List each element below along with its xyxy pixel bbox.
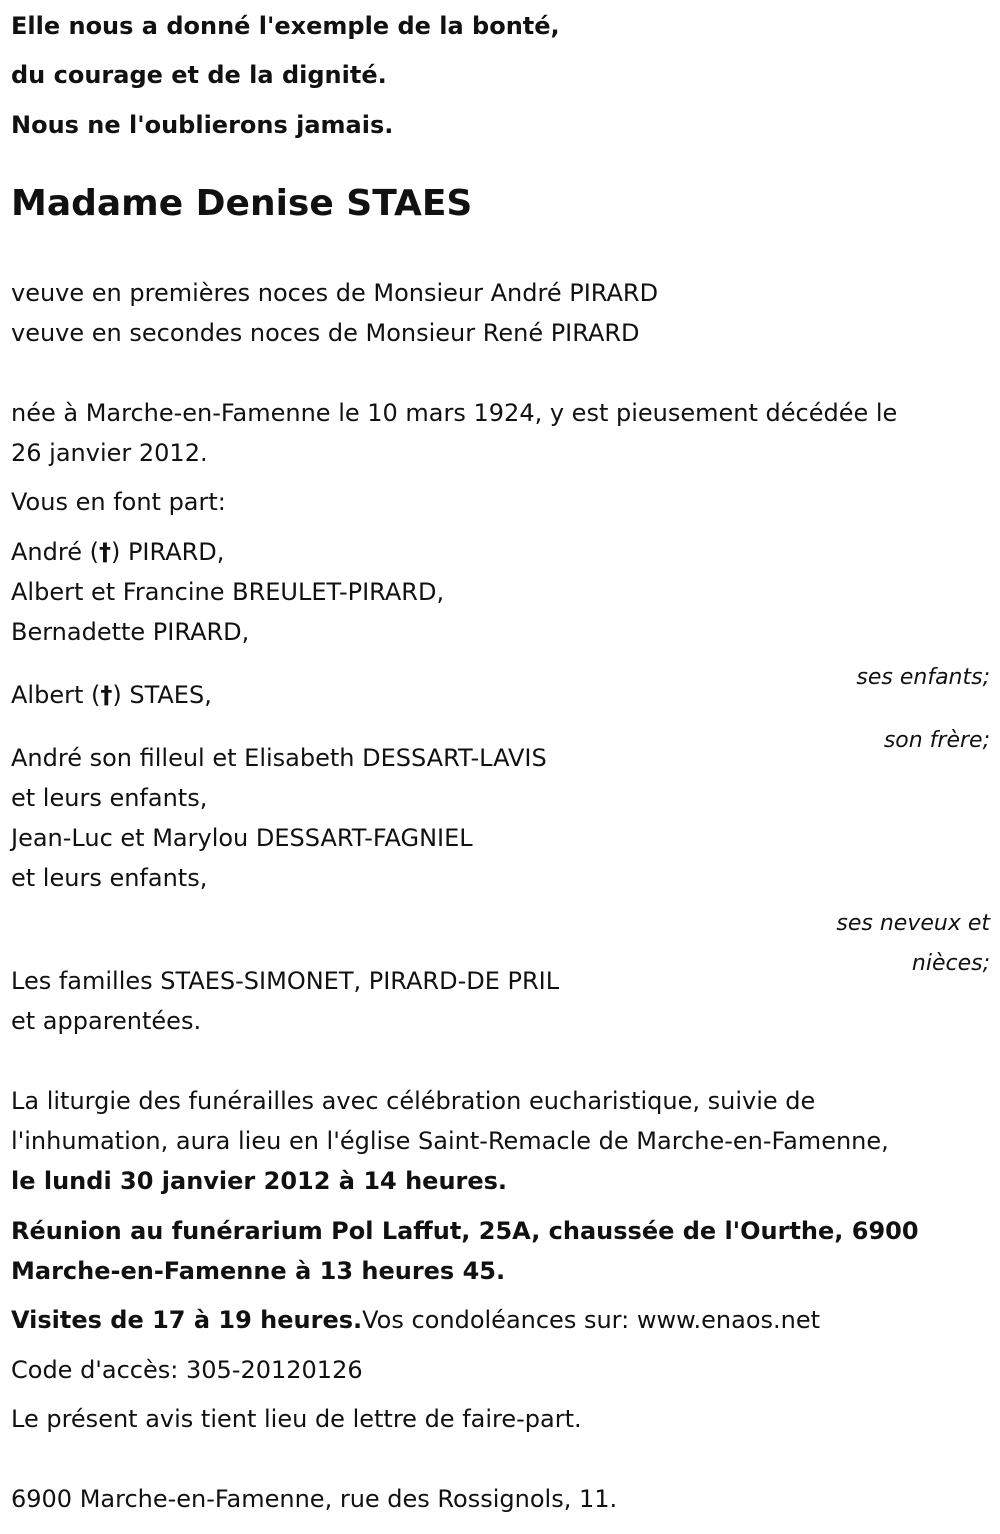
deceased-name: Madame Denise STAES [11, 183, 473, 224]
brother-role: son frère; [883, 728, 990, 753]
families-line-1: Les familles STAES-SIMONET, PIRARD-DE PRIL [11, 967, 560, 995]
children-role: ses enfants; [856, 665, 990, 690]
birth-line-1: née à Marche-en-Famenne le 10 mars 1924, y est pieusement décédée le [11, 399, 898, 427]
nephews-role-1: ses neveux et [836, 911, 990, 936]
meeting-line-2: Marche-en-Famenne à 13 heures 45. [11, 1257, 506, 1285]
visits-line [11, 1305, 820, 1335]
meeting-line-1: Réunion au funérarium Pol Laffut, 25A, chaussée de l'Ourthe, 6900 [11, 1217, 919, 1245]
motto-line-3: Nous ne l'oublierons jamais. [11, 111, 394, 139]
brother-albert [11, 680, 212, 710]
nephews-role-2: nièces; [911, 951, 990, 976]
visits-hours: Visites de 17 à 19 heures. [11, 1306, 363, 1334]
birth-line-2: 26 janvier 2012. [11, 439, 208, 467]
child-andre-suffix: ) PIRARD, [110, 538, 225, 566]
widow-line-1: veuve en premières noces de Monsieur André PIRARD [11, 279, 659, 307]
notice-text: Le présent avis tient lieu de lettre de faire-part. [11, 1405, 582, 1433]
access-code: Code d'accès: 305-20120126 [11, 1356, 363, 1384]
liturgy-line-2: l'inhumation, aura lieu en l'église Saint-Remacle de Marche-en-Famenne, [11, 1127, 889, 1155]
child-bernadette: Bernadette PIRARD, [11, 618, 250, 646]
cross-icon: † [98, 538, 111, 566]
child-andre-prefix: André ( [11, 538, 99, 566]
child-albert-francine: Albert et Francine BREULET-PIRARD, [11, 578, 445, 606]
nephew-line-1: André son filleul et Elisabeth DESSART-LAVIS [11, 744, 547, 772]
nephew-line-4: et leurs enfants, [11, 864, 208, 892]
motto-line-2: du courage et de la dignité. [11, 61, 387, 89]
child-andre [11, 537, 224, 567]
cross-icon: † [100, 681, 113, 709]
brother-prefix: Albert ( [11, 681, 101, 709]
families-line-2: et apparentées. [11, 1007, 202, 1035]
condolences-text: Vos condoléances sur: www.enaos.net [362, 1306, 821, 1334]
brother-suffix: ) STAES, [112, 681, 212, 709]
announce-text: Vous en font part: [11, 488, 226, 516]
liturgy-line-1: La liturgie des funérailles avec célébration eucharistique, suivie de [11, 1087, 816, 1115]
address-text: 6900 Marche-en-Famenne, rue des Rossignols, 11. [11, 1485, 618, 1513]
motto-line-1: Elle nous a donné l'exemple de la bonté, [11, 12, 560, 40]
nephew-line-3: Jean-Luc et Marylou DESSART-FAGNIEL [11, 824, 473, 852]
nephew-line-2: et leurs enfants, [11, 784, 208, 812]
liturgy-date: le lundi 30 janvier 2012 à 14 heures. [11, 1167, 508, 1195]
widow-line-2: veuve en secondes noces de Monsieur René PIRARD [11, 319, 640, 347]
